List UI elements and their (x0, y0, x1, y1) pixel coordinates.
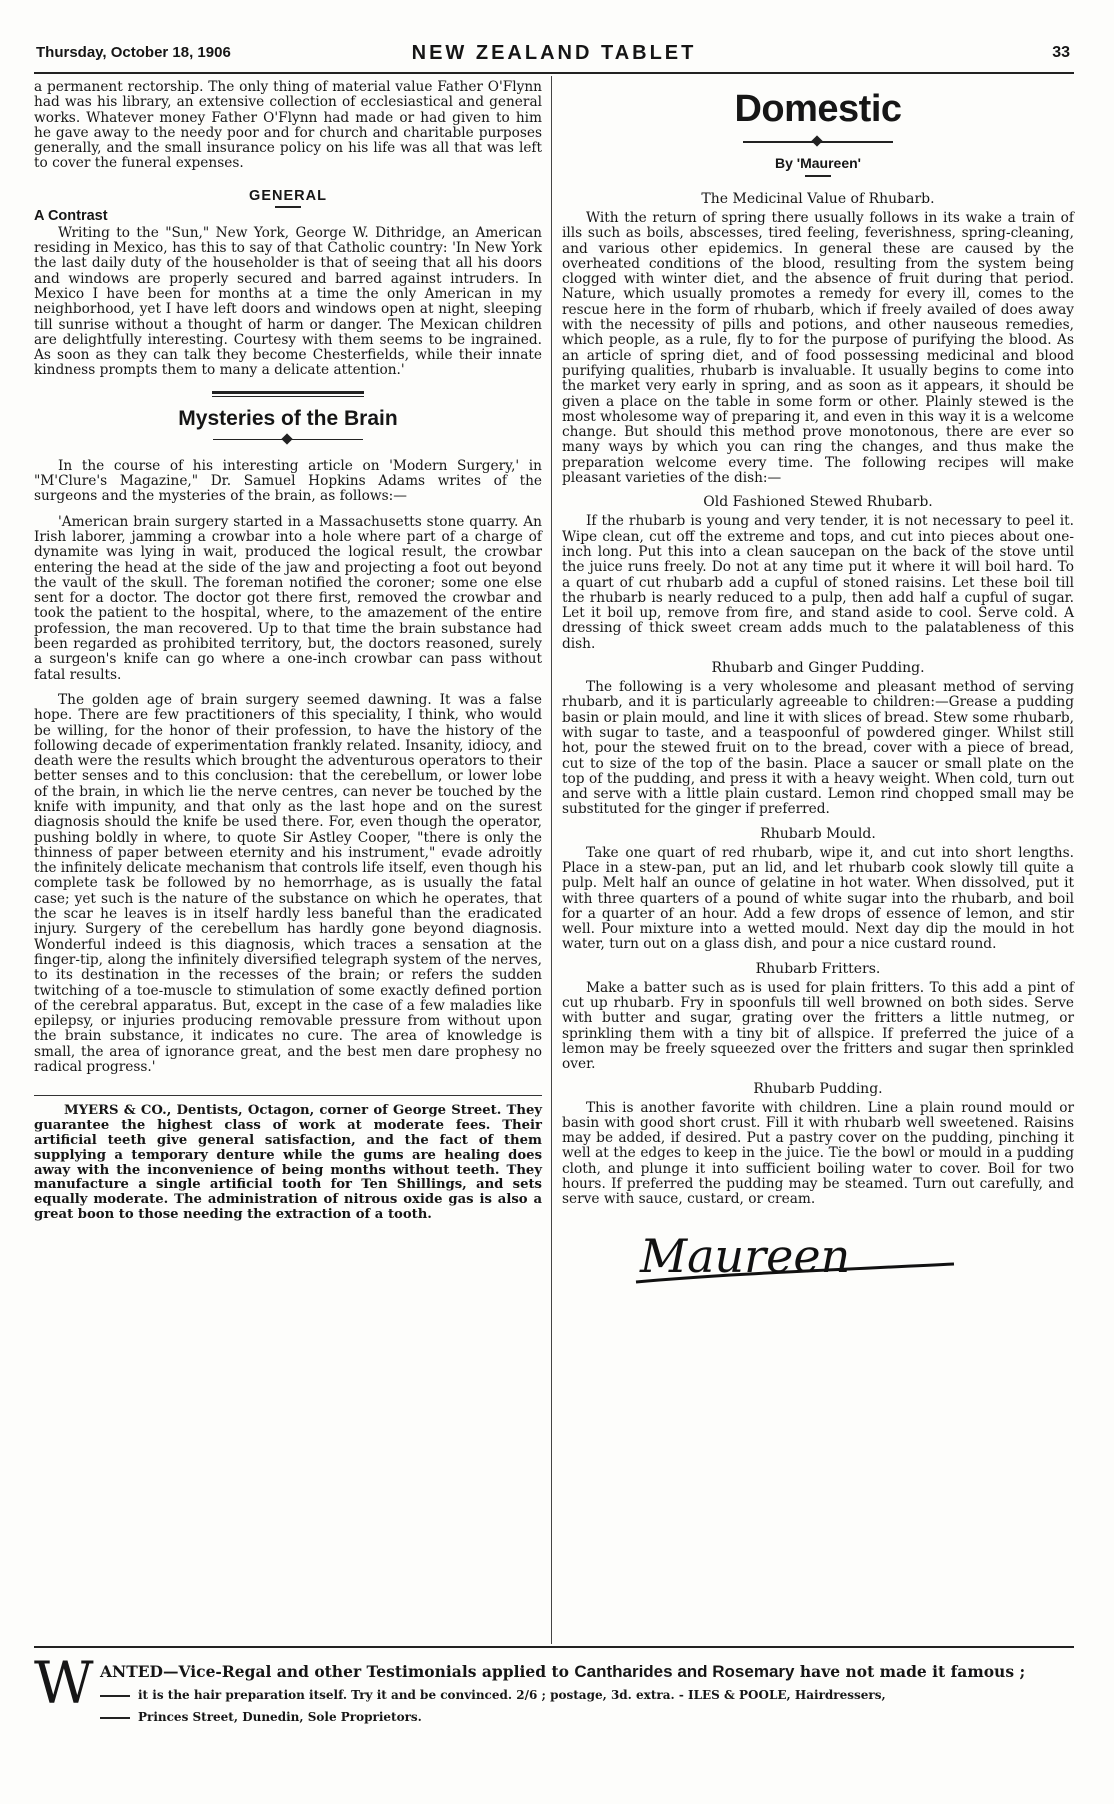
obituary-continuation: a permanent rectorship. The only thing of material value Father O'Flynn had was his library, an extensive collection of ecclesiastical and general works. Whatever money Father O'Flynn had made or had given to him he gave away to the needy poor and for church and charitable purposes generally, and the small insurance policy on his life was all that was left to cover the funeral expenses. (34, 79, 542, 172)
ad-line (100, 1710, 422, 1724)
ad-line-text: it is the hair preparation itself. Try it and be convinced. 2/6 ; postage, 3d. extra. - ILES & POOLE, Hairdressers, (138, 1688, 886, 1702)
recipe-heading: Old Fashioned Stewed Rhubarb. (703, 494, 933, 511)
signature (632, 1224, 1074, 1298)
recipe-text: Take one quart of red rhubarb, wipe it, and cut into short lengths. Place in a stew-pan, put an lid, and let rhubarb cook slowly till quite a pulp. Melt half an ounce of gelatine in hot water. When dissolved, put it with three quarters of a pound of white sugar into the rhubarb, and boil for a quarter of an hour. Add a few drops of essence of lemon, and stir well. Pour mixture into a wetted mould. Next day dip the mould in hot water, turn out on a glass dish, and pour a nice custard round. (562, 844, 1074, 953)
dentist-advertisement (34, 1095, 542, 1222)
hair-preparation-advertisement (34, 1649, 1074, 1764)
ad-headline-part: ANTED—Vice-Regal and other Testimonials applied to (100, 1662, 575, 1681)
diamond-divider (213, 435, 363, 445)
recipe-text: Make a batter such as is used for plain fritters. To this add a pint of cut up rhubarb. Fry in spoonfuls till well browned on both sides. Serve with butter and sugar, grating over the fritters a little nutmeg, or sprinkling them with a tiny bit of allspice. If preferred the juice of a lemon may be freely squeezed over the fritters and sugar then sprinkled over. (562, 979, 1074, 1073)
ad-headline-part: have not made it famous ; (794, 1662, 1026, 1681)
article-title: Mysteries of the Brain (178, 406, 398, 430)
left-column (34, 80, 542, 1223)
signature-text: Maureen (640, 1228, 851, 1283)
contrast-text: Writing to the "Sun," New York, George W. Dithridge, an American residing in Mexico, has this to say of that Catholic country: 'In New York the last daily duty of the householder is that of seeing that all his doors and windows are properly secured and barred against intruders. In Mexico I have been for months at a time the only American in my neighborhood, yet I have left doors and windows open at night, sleeping till sunrise without a thought of harm or danger. The Mexican children are delightfully interesting. Courtesy with them seems to be ingrained. As soon as they can talk they become Chesterfields, while their innate kindness prompts them to many a delicate attention.' (34, 224, 542, 379)
contrast-heading: A Contrast (34, 207, 108, 224)
recipe-text: If the rhubarb is young and very tender, it is not necessary to peel it. Wipe clean, cut off the extreme and tops, and cut into pieces about one-inch long. Put this into a clean saucepan on the back of the stove until the juice runs freely. Do not at any time put it where it will boil hard. To a quart of cut rhubarb add a cupful of stoned raisins. Let these boil till the rhubarb is nearly reduced to a pulp, then add half a cupful of sugar. Let it boil up, remove from fire, and stand aside to cool. Serve cold. A dressing of thick sweet cream adds much to the palatableness of this dish. (562, 513, 1074, 652)
recipe-heading: Rhubarb Pudding. (753, 1080, 883, 1097)
recipe-heading: Rhubarb and Ginger Pudding. (711, 660, 925, 677)
drop-cap: W (34, 1649, 94, 1717)
recipe-text: This is another favorite with children. Line a plain round mould or basin with good short crust. Fill it with rhubarb well sweetened. Raisins may be added, if desired. Put a pastry cover on the pudding, pinching it well at the edges to keep in the juice. Tie the bowl or mould in a pudding cloth, and plunge it into sufficient boiling water to cover. Boil for two hours. If preferred the pudding may be steamed. Turn out carefully, and serve with sauce, custard, or cream. (562, 1099, 1074, 1208)
recipe-text: The following is a very wholesome and pleasant method of serving rhubarb, and it is particularly agreeable to children:—Grease a pudding basin or plain mould, and line it with slices of bread. Stew some rhubarb, with sugar to taste, and a teaspoonful of powdered ginger. Whilst still hot, pour the stewed fruit on to the bread, cover with a piece of bread, cut to size of the top of the basin. Place a saucer or small plate on the top of the pudding, and press it with a heavy weight. When cold, turn out and serve with a little plain custard. Lemon rind chopped small may be substituted for the ginger if preferred. (562, 679, 1074, 818)
right-column (562, 80, 1074, 1298)
recipe-heading: Rhubarb Mould. (760, 825, 876, 842)
ad-line (100, 1688, 886, 1702)
advertisement-text: MYERS & CO., Dentists, Octagon, corner of George Street. They guarantee the highest class of work at moderate fees. Their artificial teeth give general satisfaction, and the fact of them supplying a temporary denture while the gums are healing does away with the inconvenience of being months without teeth. They manufacture a single artificial tooth for Ten Shillings, and sets equally moderate. The administration of nitrous oxide gas is also a great boon to those needing the extraction of a tooth. (34, 1103, 542, 1222)
signature-graphic (632, 1224, 962, 1294)
double-rule (212, 391, 364, 397)
section-rule (805, 175, 831, 177)
article-paragraph: The golden age of brain surgery seemed dawning. It was a false hope. There are few practitioners of this speciality, I think, who would be willing, for the honor of their profession, to have the history of the following decade of experimentation frankly related. Insanity, idiocy, and death were the results which brought the adventurous operators to their better senses and to this conclusion: that the cerebellum, or lower lobe of the brain, in which lie the nerve centres, can never be touched by the knife with impunity, and that only as the last hope and on the surest diagnosis should the knife be used there. For, even though the operator, pushing boldly in where, to quote Sir Astley Cooper, "there is only the thinness of paper between eternity and his instrument," evade adroitly the infinitely delicate mechanism that controls life itself, even though his complete task be followed by no hemorrhage, as is usually the fatal case; yet such is the nature of the substance on which he operates, that the scar he leaves is in itself hardly less baneful than the eradicated injury. Surgery of the cerebellum has hardly gone beyond diagnosis. Wonderful indeed is this diagnosis, which traces a sensation at the finger-tip, along the infinitely diversified telegraph system of the nerves, to its destination in the recesses of the brain; or refers the sudden twitching of a toe-muscle to stimulation of some exactly defined portion of the cerebral apparatus. But, except in the case of a few maladies like epilepsy, or injuries producing removable pressure from without upon the brain substance, it indicates no cure. The area of knowledge is small, the area of ignorance great, and the best men dare prophesy no radical progress.' (34, 691, 542, 1076)
ad-headline (100, 1662, 1025, 1682)
section-heading: The Medicinal Value of Rhubarb. (701, 191, 935, 207)
article-paragraph: In the course of his interesting article on 'Modern Surgery,' in "M'Clure's Magazine," Dr. Samuel Hopkins Adams writes of the surgeons and the mysteries of the brain, as follows:— (34, 457, 542, 505)
diamond-divider (743, 137, 893, 147)
column-divider (551, 76, 552, 1644)
recipe-heading: Rhubarb Fritters. (755, 960, 881, 977)
byline: By 'Maureen' (774, 155, 862, 171)
product-name: Cantharides and Rosemary (574, 1662, 795, 1681)
publication-title: NEW ZEALAND TABLET (411, 42, 697, 64)
general-heading: GENERAL (249, 187, 327, 204)
article-paragraph: 'American brain surgery started in a Massachusetts stone quarry. An Irish laborer, jamming a crowbar into a hole where part of a charge of dynamite was lying in wait, produced the logical result, the crowbar entering the head at the side of the jaw and projecting a foot out beyond the vault of the skull. The foreman notified the coroner; some one else sent for a doctor. The doctor got there first, removed the crowbar and took the patient to the hospital, where, to the amazement of the entire profession, the man recovered. Up to that time the brain substance had been regarded as prohibited territory, but, the doctors reasoned, surely a surgeon's knife can go where a one-inch crowbar can pass without fatal results. (34, 513, 542, 683)
page-header (34, 38, 1074, 74)
footer-rule (34, 1646, 1074, 1648)
domestic-title: Domestic (734, 88, 902, 130)
issue-date: Thursday, October 18, 1906 (36, 44, 231, 61)
page-number: 33 (1052, 44, 1070, 61)
intro-paragraph: With the return of spring there usually follows in its wake a train of ills such as boils, abscesses, tired feeling, feverishness, spring-cleaning, and various other epidemics. In general these are caused by the overheated conditions of the blood, resulting from the system being clogged with winter diet, and the absence of fruit during that period. Nature, which usually promotes a remedy for every ill, comes to the rescue here in the form of rhubarb, which if freely availed of does away with the necessity of pills and potions, and other nauseous remedies, which people, as a rule, fly to for the purpose of purifying the blood. As an article of spring diet, and of food possessing medicinal and blood purifying qualities, rhubarb is invaluable. It usually begins to come into the market very early in spring, and as soon as it appears, it should be given a place on the table in some form or other. Plainly stewed is the most wholesome way of preparing it, and even in this way it is a welcome change. But should this method prove monotonous, there are ever so many ways by which you can ring the changes, and thus make the preparation welcome every time. The following recipes will make pleasant varieties of the dish:— (562, 210, 1074, 487)
ad-line-text: Princes Street, Dunedin, Sole Proprietors. (138, 1710, 422, 1724)
